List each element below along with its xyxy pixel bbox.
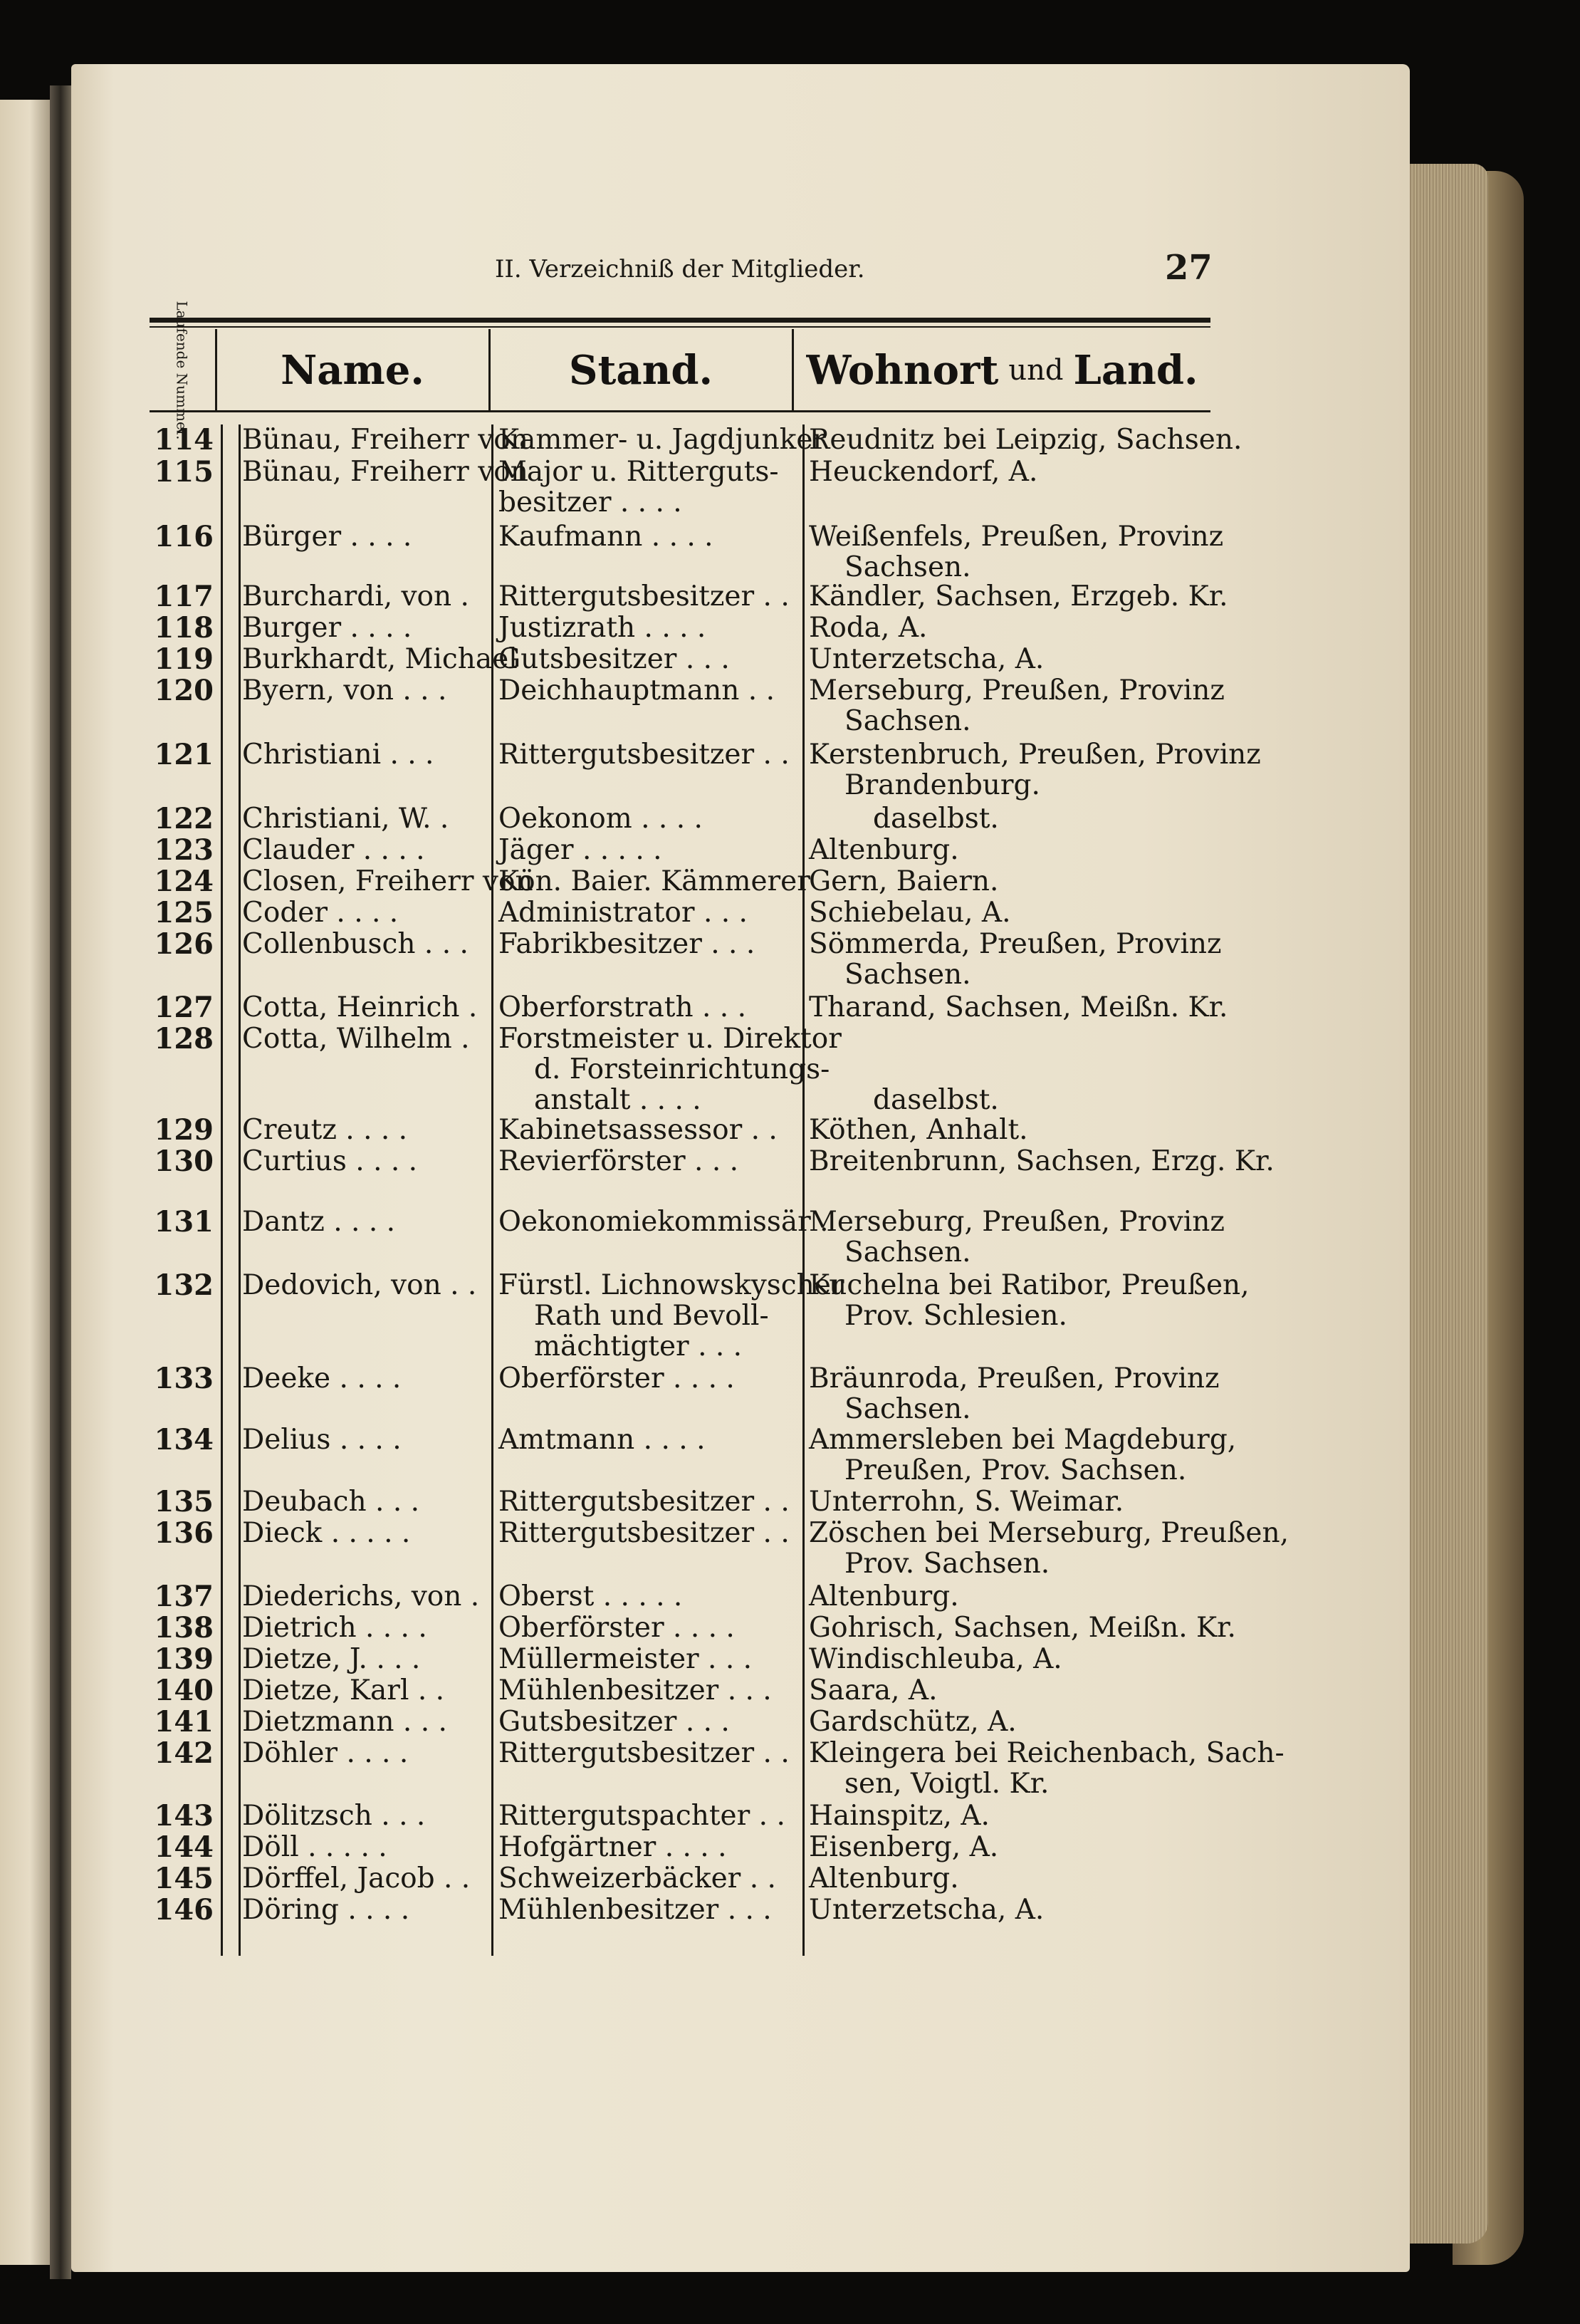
member-stand-line: Rittergutsbesitzer . . bbox=[498, 1737, 790, 1769]
member-wohnort-line: Windischleuba, A. bbox=[809, 1643, 1062, 1675]
member-name: Coder . . . . bbox=[242, 897, 399, 929]
member-wohnort-line: Gern, Baiern. bbox=[809, 865, 999, 897]
member-stand-line: Major u. Ritterguts- bbox=[498, 456, 779, 488]
row-number: 138 bbox=[154, 1611, 214, 1645]
row-number: 130 bbox=[154, 1145, 214, 1178]
member-stand-line: anstalt . . . . bbox=[534, 1084, 701, 1116]
row-number: 126 bbox=[154, 927, 214, 961]
member-wohnort-line: Schiebelau, A. bbox=[809, 897, 1011, 929]
member-stand-line: Kabinetsassessor . . bbox=[498, 1114, 778, 1146]
member-stand-line: Jäger . . . . . bbox=[498, 834, 662, 866]
member-name: Bünau, Freiherr von bbox=[242, 456, 528, 488]
row-number: 146 bbox=[154, 1893, 214, 1927]
member-name: Delius . . . . bbox=[242, 1424, 402, 1456]
member-stand-line: Mühlenbesitzer . . . bbox=[498, 1894, 772, 1926]
member-stand-line: Oberst . . . . . bbox=[498, 1580, 683, 1612]
member-stand-line: Hofgärtner . . . . bbox=[498, 1831, 727, 1863]
member-name: Cotta, Heinrich . bbox=[242, 991, 478, 1023]
row-number: 118 bbox=[154, 611, 214, 645]
member-wohnort-line: Prov. Schlesien. bbox=[844, 1300, 1067, 1332]
member-stand-line: Kaufmann . . . . bbox=[498, 521, 713, 553]
member-wohnort-line: Kleingera bei Reichenbach, Sach- bbox=[809, 1737, 1285, 1769]
col-divider-header-2 bbox=[488, 329, 491, 410]
member-wohnort-line: sen, Voigtl. Kr. bbox=[844, 1768, 1050, 1800]
member-name: Dieck . . . . . bbox=[242, 1517, 411, 1549]
member-name: Collenbusch . . . bbox=[242, 928, 469, 960]
member-wohnort-line: Roda, A. bbox=[809, 612, 928, 644]
col-divider-header-3 bbox=[792, 329, 794, 410]
book-gutter bbox=[50, 85, 71, 2279]
column-header-name: Name. bbox=[281, 347, 424, 394]
col-divider-1b bbox=[239, 424, 241, 1956]
member-wohnort-line: Altenburg. bbox=[809, 1862, 959, 1895]
header-rule-thick bbox=[150, 318, 1210, 323]
row-number: 132 bbox=[154, 1268, 214, 1302]
member-stand-line: Oekonom . . . . bbox=[498, 803, 703, 835]
header-rule-thin bbox=[150, 326, 1210, 328]
member-wohnort-line: Sömmerda, Preußen, Provinz bbox=[809, 928, 1222, 960]
row-number: 135 bbox=[154, 1485, 214, 1518]
member-wohnort-line: Kuchelna bei Ratibor, Preußen, bbox=[809, 1269, 1250, 1301]
member-name: Burger . . . . bbox=[242, 612, 412, 644]
row-number: 143 bbox=[154, 1799, 214, 1833]
row-number: 140 bbox=[154, 1674, 214, 1707]
row-number: 145 bbox=[154, 1862, 214, 1895]
member-wohnort-line: Breitenbrunn, Sachsen, Erzg. Kr. bbox=[809, 1145, 1275, 1177]
member-wohnort-line: Zöschen bei Merseburg, Preußen, bbox=[809, 1517, 1289, 1549]
member-wohnort-line: Tharand, Sachsen, Meißn. Kr. bbox=[809, 991, 1228, 1023]
member-wohnort-line: Merseburg, Preußen, Provinz bbox=[809, 674, 1225, 707]
member-name: Dietze, Karl . . bbox=[242, 1674, 445, 1706]
row-number: 123 bbox=[154, 833, 214, 867]
member-stand-line: Mühlenbesitzer . . . bbox=[498, 1674, 772, 1706]
member-name: Curtius . . . . bbox=[242, 1145, 418, 1177]
row-number: 119 bbox=[154, 642, 214, 676]
row-number: 124 bbox=[154, 865, 214, 898]
row-number: 142 bbox=[154, 1736, 214, 1770]
member-name: Döring . . . . bbox=[242, 1894, 410, 1926]
row-number: 133 bbox=[154, 1362, 214, 1395]
member-name: Clauder . . . . bbox=[242, 834, 425, 866]
member-wohnort-line: daselbst. bbox=[873, 803, 999, 835]
column-header-stand: Stand. bbox=[569, 347, 713, 394]
member-wohnort-line: Unterzetscha, A. bbox=[809, 643, 1045, 675]
member-name: Dörffel, Jacob . . bbox=[242, 1862, 471, 1895]
member-stand-line: mächtigter . . . bbox=[534, 1330, 743, 1362]
member-stand-line: d. Forsteinrichtungs- bbox=[534, 1053, 830, 1085]
member-wohnort-line: Saara, A. bbox=[809, 1674, 938, 1706]
row-number: 121 bbox=[154, 738, 214, 771]
member-wohnort-line: Ammersleben bei Magdeburg, bbox=[809, 1424, 1237, 1456]
member-wohnort-line: Weißenfels, Preußen, Provinz bbox=[809, 521, 1224, 553]
row-number: 139 bbox=[154, 1642, 214, 1676]
row-number: 129 bbox=[154, 1113, 214, 1147]
member-name: Dietze, J. . . . bbox=[242, 1643, 421, 1675]
member-wohnort-line: Reudnitz bei Leipzig, Sachsen. bbox=[809, 424, 1242, 456]
member-stand-line: Amtmann . . . . bbox=[498, 1424, 706, 1456]
member-name: Christiani, W. . bbox=[242, 803, 449, 835]
member-stand-line: Justizrath . . . . bbox=[498, 612, 706, 644]
member-wohnort-line: Bräunroda, Preußen, Provinz bbox=[809, 1362, 1220, 1395]
member-name: Dantz . . . . bbox=[242, 1206, 396, 1238]
member-name: Byern, von . . . bbox=[242, 674, 447, 707]
member-stand-line: Oberförster . . . . bbox=[498, 1612, 735, 1644]
row-number: 116 bbox=[154, 520, 214, 553]
member-stand-line: Rath und Bevoll- bbox=[534, 1300, 769, 1332]
member-stand-line: Administrator . . . bbox=[498, 897, 748, 929]
column-header-number: Laufende Nummer. bbox=[174, 301, 192, 440]
member-stand-line: Fabrikbesitzer . . . bbox=[498, 928, 755, 960]
member-wohnort-line: Sachsen. bbox=[844, 551, 971, 583]
row-number: 144 bbox=[154, 1830, 214, 1864]
member-wohnort-line: Eisenberg, A. bbox=[809, 1831, 999, 1863]
member-wohnort-line: Sachsen. bbox=[844, 1393, 971, 1425]
member-name: Closen, Freiherr von bbox=[242, 865, 533, 897]
member-name: Burchardi, von . bbox=[242, 580, 469, 613]
row-number: 131 bbox=[154, 1205, 214, 1239]
member-wohnort-line: Sachsen. bbox=[844, 705, 971, 737]
member-name: Dedovich, von . . bbox=[242, 1269, 477, 1301]
row-number: 120 bbox=[154, 674, 214, 707]
row-number: 141 bbox=[154, 1705, 214, 1739]
column-header-wohnort: Wohnort und Land. bbox=[806, 347, 1198, 394]
member-wohnort-line: Hainspitz, A. bbox=[809, 1800, 990, 1832]
member-stand-line: Müllermeister . . . bbox=[498, 1643, 753, 1675]
member-stand-line: besitzer . . . . bbox=[498, 486, 682, 519]
page-number: 27 bbox=[1165, 248, 1213, 288]
member-stand-line: Gutsbesitzer . . . bbox=[498, 1706, 730, 1738]
member-stand-line: Rittergutsbesitzer . . bbox=[498, 739, 790, 771]
member-wohnort-line: Prov. Sachsen. bbox=[844, 1548, 1050, 1580]
member-name: Burkhardt, Michael bbox=[242, 643, 518, 675]
member-stand-line: Gutsbesitzer . . . bbox=[498, 643, 730, 675]
member-name: Bünau, Freiherr von bbox=[242, 424, 528, 456]
row-number: 122 bbox=[154, 802, 214, 835]
member-wohnort-line: Altenburg. bbox=[809, 1580, 959, 1612]
member-name: Creutz . . . . bbox=[242, 1114, 408, 1146]
member-wohnort-line: Heuckendorf, A. bbox=[809, 456, 1038, 488]
member-wohnort-line: Unterrohn, S. Weimar. bbox=[809, 1486, 1124, 1518]
member-stand-line: Rittergutsbesitzer . . bbox=[498, 580, 790, 613]
member-wohnort-line: Sachsen. bbox=[844, 1236, 971, 1268]
member-stand-line: Rittergutsbesitzer . . bbox=[498, 1486, 790, 1518]
member-stand-line: Rittergutspachter . . bbox=[498, 1800, 785, 1832]
running-title: II. Verzeichniß der Mitglieder. bbox=[495, 255, 865, 283]
member-wohnort-line: Brandenburg. bbox=[844, 769, 1040, 801]
member-stand-line: Revierförster . . . bbox=[498, 1145, 739, 1177]
row-number: 128 bbox=[154, 1022, 214, 1056]
member-name: Diederichs, von . bbox=[242, 1580, 480, 1612]
col-divider-3 bbox=[802, 424, 805, 1956]
member-name: Deubach . . . bbox=[242, 1486, 420, 1518]
row-number: 137 bbox=[154, 1580, 214, 1613]
member-stand-line: Oekonomiekommissär . bbox=[498, 1206, 829, 1238]
member-name: Dietrich . . . . bbox=[242, 1612, 427, 1644]
page-stack-edges bbox=[1410, 164, 1488, 2244]
col-divider-1 bbox=[221, 424, 223, 1956]
member-stand-line: Kammer- u. Jagdjunker bbox=[498, 424, 827, 456]
row-number: 134 bbox=[154, 1423, 214, 1457]
member-stand-line: Forstmeister u. Direktor bbox=[498, 1023, 842, 1055]
row-number: 125 bbox=[154, 896, 214, 929]
member-wohnort-line: Kerstenbruch, Preußen, Provinz bbox=[809, 739, 1261, 771]
member-wohnort-line: Kändler, Sachsen, Erzgeb. Kr. bbox=[809, 580, 1228, 613]
member-wohnort-line: Preußen, Prov. Sachsen. bbox=[844, 1454, 1187, 1486]
member-stand-line: Oberförster . . . . bbox=[498, 1362, 735, 1395]
member-name: Christiani . . . bbox=[242, 739, 434, 771]
member-wohnort-line: Gohrisch, Sachsen, Meißn. Kr. bbox=[809, 1612, 1236, 1644]
row-number: 136 bbox=[154, 1516, 214, 1550]
member-name: Dietzmann . . . bbox=[242, 1706, 447, 1738]
member-stand-line: Schweizerbäcker . . bbox=[498, 1862, 776, 1895]
member-stand-line: Rittergutsbesitzer . . bbox=[498, 1517, 790, 1549]
member-wohnort-line: Unterzetscha, A. bbox=[809, 1894, 1045, 1926]
member-wohnort-line: Gardschütz, A. bbox=[809, 1706, 1017, 1738]
member-wohnort-line: Altenburg. bbox=[809, 834, 959, 866]
member-stand-line: Fürstl. Lichnowskyscher bbox=[498, 1269, 844, 1301]
row-number: 117 bbox=[154, 580, 214, 613]
member-name: Döll . . . . . bbox=[242, 1831, 387, 1863]
member-wohnort-line: daselbst. bbox=[873, 1084, 999, 1116]
member-wohnort-line: Merseburg, Preußen, Provinz bbox=[809, 1206, 1225, 1238]
header-rule-bottom bbox=[150, 410, 1210, 412]
row-number: 127 bbox=[154, 991, 214, 1024]
member-name: Dölitzsch . . . bbox=[242, 1800, 426, 1832]
member-stand-line: Kön. Baier. Kämmerer bbox=[498, 865, 810, 897]
member-name: Bürger . . . . bbox=[242, 521, 412, 553]
member-name: Deeke . . . . bbox=[242, 1362, 402, 1395]
member-wohnort-line: Köthen, Anhalt. bbox=[809, 1114, 1028, 1146]
member-wohnort-line: Sachsen. bbox=[844, 959, 971, 991]
row-number: 114 bbox=[154, 423, 214, 457]
member-stand-line: Deichhauptmann . . bbox=[498, 674, 775, 707]
left-page-edge bbox=[0, 100, 50, 2265]
member-name: Döhler . . . . bbox=[242, 1737, 409, 1769]
member-stand-line: Oberforstrath . . . bbox=[498, 991, 746, 1023]
member-name: Cotta, Wilhelm . bbox=[242, 1023, 470, 1055]
col-divider-header-1 bbox=[215, 329, 217, 410]
row-number: 115 bbox=[154, 455, 214, 489]
